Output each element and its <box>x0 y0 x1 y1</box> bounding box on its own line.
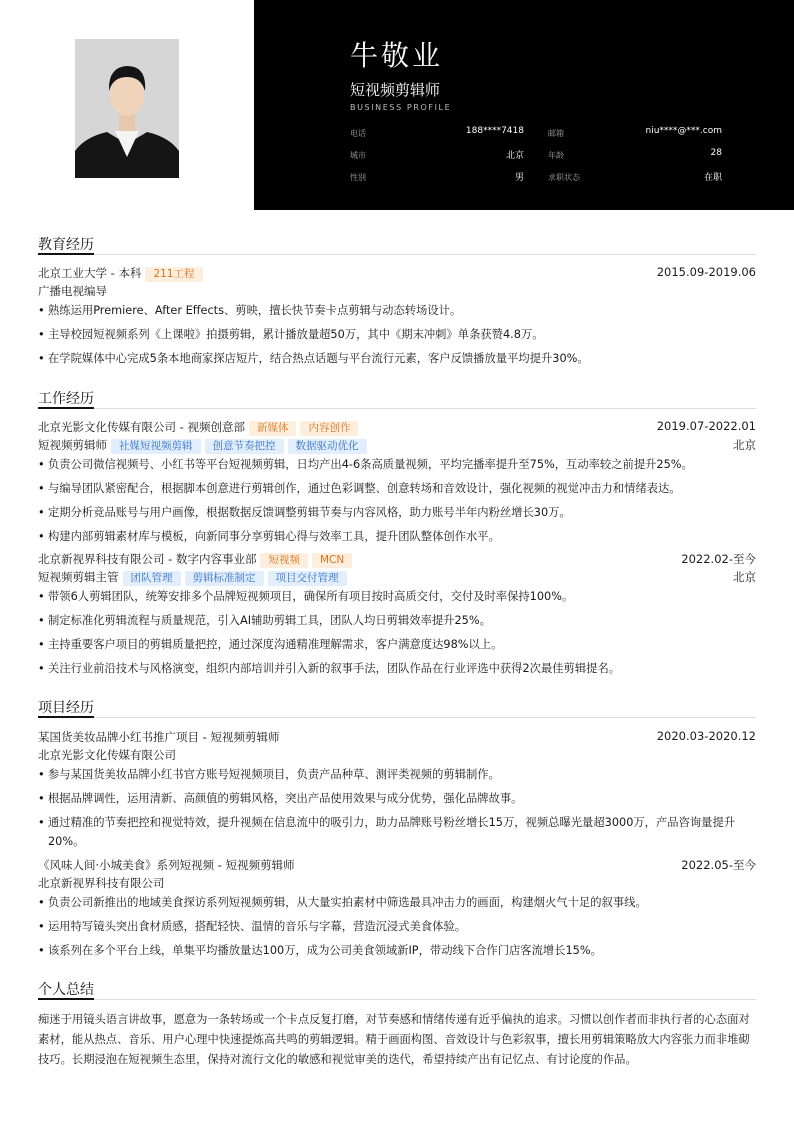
skill-tag: 剪辑标准制定 <box>185 571 264 586</box>
skill-tag: 数据驱动优化 <box>288 439 367 454</box>
profile-label: BUSINESS PROFILE <box>350 103 452 112</box>
work-section <box>38 388 756 412</box>
section-underline <box>38 407 94 409</box>
info-value: 北京 <box>505 151 524 161</box>
info-value: 188****7418 <box>465 126 524 136</box>
project-company-row <box>38 747 756 763</box>
education-header-row <box>38 265 756 281</box>
skill-tag: 团队管理 <box>123 571 181 586</box>
job-bullet: • 带领6人剪辑团队，统筹安排多个品牌短视频项目，确保所有项目按时高质交付，交付及时率保持100%。 <box>38 587 756 606</box>
job-city: 北京 <box>733 570 756 584</box>
project-company: 北京光影文化传媒有限公司 <box>38 748 176 762</box>
job-header-row <box>38 551 756 567</box>
job-bullet: • 与编导团队紧密配合，根据脚本创意进行剪辑创作，通过色彩调整、创意转场和音效设计，强化视频的视觉冲击力和情绪表达。 <box>38 479 756 498</box>
project-date: 2020.03-2020.12 <box>656 729 756 743</box>
education-major-row <box>38 283 756 299</box>
section-underline <box>38 253 94 255</box>
project-date: 2022.05-至今 <box>681 858 756 872</box>
profile-photo <box>75 39 179 178</box>
education-bullet: • 熟练运用Premiere、After Effects、剪映，擅长快节奏卡点剪辑与动态转场设计。 <box>38 301 756 320</box>
job-bullet: • 关注行业前沿技术与风格演变，组织内部培训并引入新的叙事手法，团队作品在行业评选中获得2次最佳剪辑提名。 <box>38 659 756 678</box>
company-tag: 新媒体 <box>249 421 297 436</box>
project-bullet: • 根据品牌调性，运用清新、高颜值的剪辑风格，突出产品使用效果与成分优势，强化品牌故事。 <box>38 789 756 808</box>
info-city <box>350 148 524 160</box>
info-value: niu****@***.com <box>645 126 722 136</box>
project-bullet: • 通过精准的节奏把控和视觉特效，提升视频在信息流中的吸引力，助力品牌账号粉丝增长15万，视频总曝光量超3000万，产品咨询量提升20%。 <box>38 813 756 851</box>
company-tag: 短视频 <box>260 553 308 568</box>
job-city: 北京 <box>733 438 756 452</box>
info-value: 男 <box>514 173 524 183</box>
job-date: 2022.02-至今 <box>681 552 756 566</box>
info-gender <box>350 170 524 182</box>
summary-section <box>38 979 756 1003</box>
skill-tag: 创意节奏把控 <box>205 439 284 454</box>
projects-section <box>38 697 756 721</box>
company-tag: MCN <box>312 553 352 568</box>
education-date: 2015.09-2019.06 <box>656 265 756 279</box>
project-bullet: • 运用特写镜头突出食材质感，搭配轻快、温情的音乐与字幕，营造沉浸式美食体验。 <box>38 917 756 936</box>
section-underline <box>38 998 94 1000</box>
school-name: 北京工业大学 - 本科 <box>38 266 142 280</box>
job-bullet: • 负责公司微信视频号、小红书等平台短视频剪辑，日均产出4-6条高质量视频，平均完播率提升至75%，互动率较之前提升25%。 <box>38 455 756 474</box>
info-status <box>548 170 722 182</box>
section-divider <box>38 999 756 1000</box>
section-title: 项目经历 <box>38 700 94 716</box>
school-tag: 211工程 <box>145 267 202 282</box>
skill-tag: 项目交付管理 <box>268 571 347 586</box>
job-bullet: • 定期分析竞品账号与用户画像，根据数据反馈调整剪辑节奏与内容风格，助力账号半年内粉丝增长30万。 <box>38 503 756 522</box>
summary-text: 痴迷于用镜头语言讲故事，愿意为一条转场或一个卡点反复打磨，对节奏感和情绪传递有近乎偏执的追求。习惯以创作者而非执行者的心态面对素材，能从热点、音乐、用户心理中快速提炼高共鸣的剪辑逻辑。精于画面构图、音效设计与色彩叙事，擅长用剪辑策略放大内容张力而非堆砌技巧。长期浸泡在短视频生态里，保持对流行文化的敏感和视觉审美的迭代，希望持续产出有记忆点、有讨论度的作品。 <box>38 1013 750 1066</box>
job-date: 2019.07-2022.01 <box>656 419 756 433</box>
candidate-role: 短视频剪辑师 <box>350 81 441 99</box>
project-name: 某国货美妆品牌小红书推广项目 - 短视频剪辑师 <box>38 730 280 744</box>
project-company: 北京新视界科技有限公司 <box>38 876 165 890</box>
education-section <box>38 234 756 258</box>
project-header-row <box>38 729 756 745</box>
resume-header <box>0 0 794 210</box>
portrait-image <box>75 39 179 178</box>
job-position-row <box>38 569 756 585</box>
info-email <box>548 126 722 138</box>
project-bullet: • 该系列在多个平台上线，单集平均播放量达100万，成为公司美食领域新IP，带动线下合作门店客流增长15%。 <box>38 941 756 960</box>
company-tag: 内容创作 <box>300 421 358 436</box>
info-phone <box>350 126 524 138</box>
header-info-panel <box>254 0 794 210</box>
project-bullet: • 参与某国货美妆品牌小红书官方账号短视频项目，负责产品种草、测评类视频的剪辑制作。 <box>38 765 756 784</box>
section-divider <box>38 408 756 409</box>
section-title: 工作经历 <box>38 391 94 407</box>
section-divider <box>38 717 756 718</box>
project-name: 《风味人间·小城美食》系列短视频 - 短视频剪辑师 <box>38 858 295 872</box>
info-key: 邮箱 <box>548 129 564 138</box>
job-header-row <box>38 419 756 435</box>
job-position: 短视频剪辑主管 <box>38 570 119 584</box>
section-title: 个人总结 <box>38 982 94 998</box>
company-name: 北京新视界科技有限公司 - 数字内容事业部 <box>38 552 257 566</box>
info-key: 电话 <box>350 129 366 138</box>
info-key: 城市 <box>350 151 366 160</box>
skill-tag: 社媒短视频剪辑 <box>111 439 201 454</box>
candidate-name: 牛敬业 <box>350 39 444 72</box>
job-bullet: • 构建内部剪辑素材库与模板，向新同事分享剪辑心得与效率工具，提升团队整体创作水平。 <box>38 527 756 546</box>
job-position-row <box>38 437 756 453</box>
company-name: 北京光影文化传媒有限公司 - 视频创意部 <box>38 420 245 434</box>
project-header-row <box>38 857 756 873</box>
project-company-row <box>38 875 756 891</box>
info-value: 28 <box>710 148 722 158</box>
info-key: 年龄 <box>548 151 564 160</box>
project-bullet: • 负责公司新推出的地域美食探访系列短视频剪辑，从大量实拍素材中筛选最具冲击力的画面，构建烟火气十足的叙事线。 <box>38 893 756 912</box>
section-title: 教育经历 <box>38 237 94 253</box>
job-position: 短视频剪辑师 <box>38 438 107 452</box>
major: 广播电视编导 <box>38 284 107 298</box>
section-divider <box>38 254 756 255</box>
education-bullet: • 在学院媒体中心完成5条本地商家探店短片，结合热点话题与平台流行元素，客户反馈播放量平均提升30%。 <box>38 349 756 368</box>
info-key: 性别 <box>350 173 366 182</box>
info-age <box>548 148 722 160</box>
info-key: 求职状态 <box>548 173 580 182</box>
job-bullet: • 制定标准化剪辑流程与质量规范，引入AI辅助剪辑工具，团队人均日剪辑效率提升25%。 <box>38 611 756 630</box>
education-bullet: • 主导校园短视频系列《上课啦》拍摄剪辑，累计播放量超50万，其中《期末冲刺》单条获赞4.8万。 <box>38 325 756 344</box>
section-underline <box>38 716 94 718</box>
job-bullet: • 主持重要客户项目的剪辑质量把控，通过深度沟通精准理解需求，客户满意度达98%以上。 <box>38 635 756 654</box>
info-value: 在职 <box>703 173 722 183</box>
